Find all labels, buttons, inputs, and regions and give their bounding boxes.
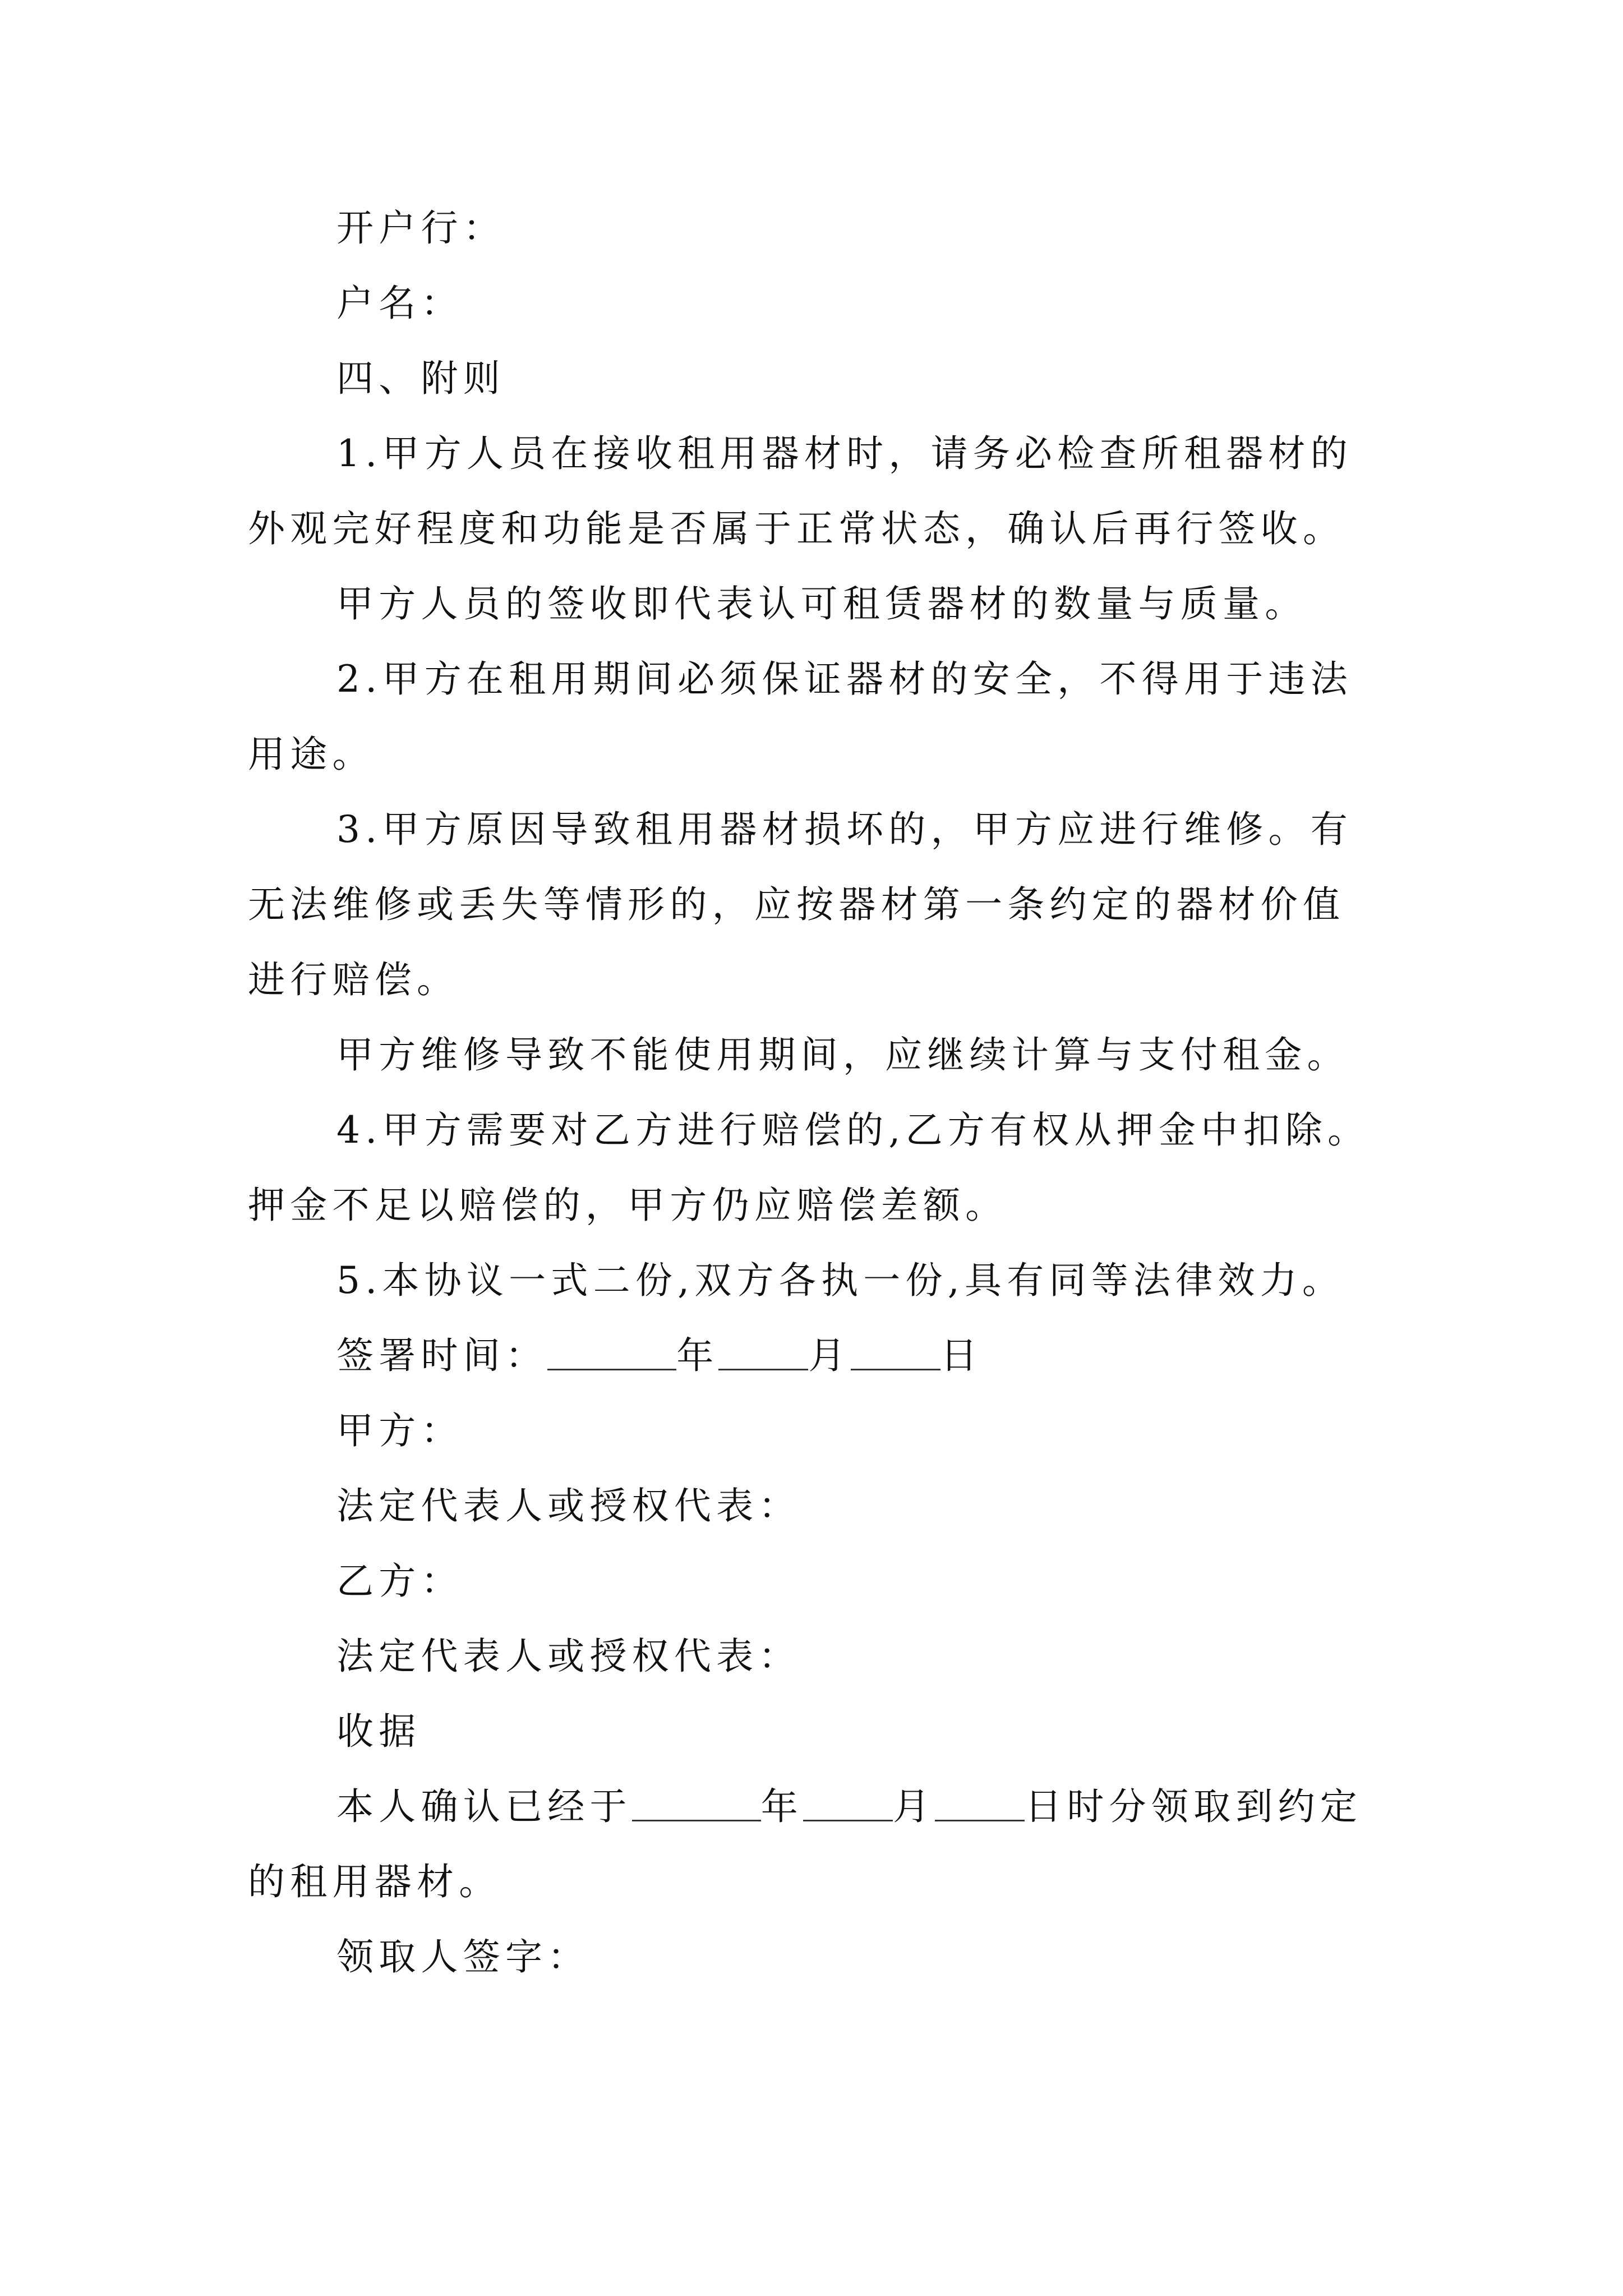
receipt-month-label: 月 — [892, 1785, 935, 1828]
sign-date-month-label: 月 — [808, 1334, 851, 1377]
receipt-year-blank — [632, 1783, 761, 1821]
party-b-line: 乙方： — [336, 1559, 463, 1603]
clause-2: 2.甲方在租用期间必须保证器材的安全，不得用于违法用途。 — [248, 657, 1353, 776]
receipt-year-label: 年 — [760, 1785, 803, 1828]
receipt-title: 收据 — [336, 1710, 421, 1753]
sign-date-day-blank — [851, 1332, 940, 1370]
sign-date-month-blank — [718, 1332, 808, 1370]
clause-1-note: 甲方人员的签收即代表认可租赁器材的数量与质量。 — [336, 582, 1307, 625]
sign-date-year-blank — [547, 1332, 676, 1370]
party-a-rep-line: 法定代表人或授权代表： — [336, 1484, 801, 1527]
clause-3: 3.甲方原因导致租用器材损坏的，甲方应进行维修。有无法维修或丢失等情形的，应按器材第一条约定的器材价值进行赔偿。 — [248, 808, 1353, 1001]
receipt-prefix: 本人确认已经于 — [336, 1785, 632, 1828]
clause-3-note: 甲方维修导致不能使用期间，应继续计算与支付租金。 — [336, 1033, 1349, 1076]
bank-line: 开户行： — [336, 206, 505, 250]
party-b-rep-line: 法定代表人或授权代表： — [336, 1635, 801, 1678]
document-body — [248, 191, 1386, 1995]
account-name-line: 户名： — [336, 282, 463, 325]
receiver-sign-line: 领取人签字： — [336, 1935, 590, 1978]
receipt-month-blank — [803, 1783, 893, 1821]
sign-date-label: 签署时间： — [336, 1334, 548, 1377]
sign-date-day-label: 日 — [940, 1334, 983, 1377]
receipt-day-blank — [935, 1783, 1025, 1821]
clause-1: 1.甲方人员在接收租用器材时，请务必检查所租器材的外观完好程度和功能是否属于正常状态，确认后再行签收。 — [248, 432, 1353, 550]
sign-date-year-label: 年 — [676, 1334, 719, 1377]
clause-4: 4.甲方需要对乙方进行赔偿的,乙方有权从押金中扣除。押金不足以赔偿的，甲方仍应赔偿差额。 — [248, 1108, 1370, 1227]
sign-date-line — [248, 1318, 1386, 1393]
receipt-suffix: 日时分领取到约定的租用器材。 — [248, 1785, 1363, 1903]
section-heading-appendix: 四、附则 — [336, 357, 505, 400]
receipt-statement — [248, 1769, 1386, 1920]
party-a-line: 甲方： — [336, 1409, 463, 1452]
clause-5: 5.本协议一式二份,双方各执一份,具有同等法律效力。 — [336, 1259, 1345, 1302]
